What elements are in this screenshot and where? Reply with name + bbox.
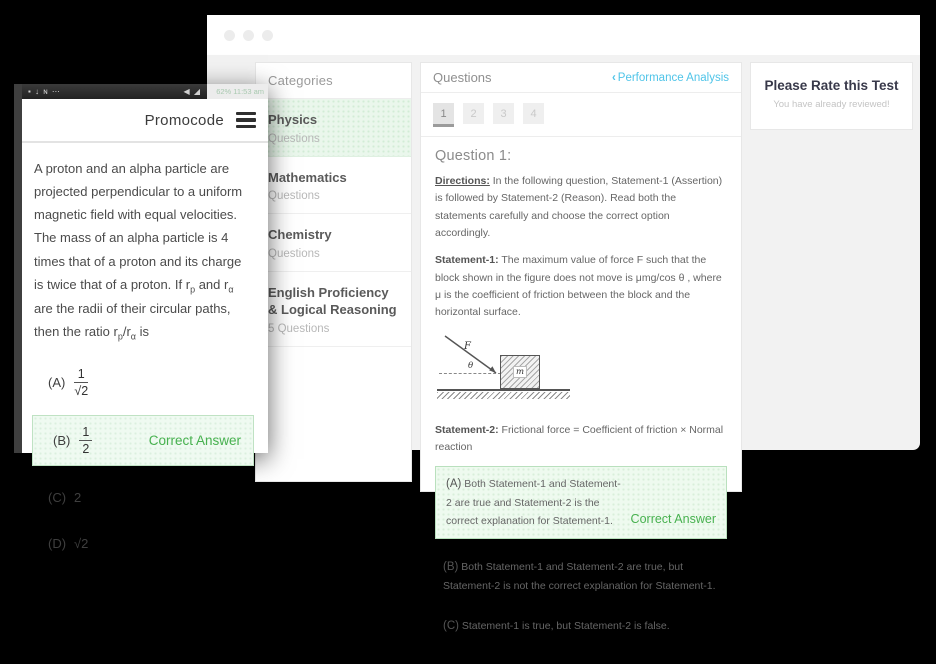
option-label: (B) [53, 433, 71, 449]
question-heading: Question 1: [435, 148, 512, 164]
option-value: √2 [74, 535, 89, 551]
option-value: 2 [74, 489, 82, 505]
questions-panel [420, 62, 742, 632]
fraction-value: $\frac{1}{√2}$ [74, 366, 89, 399]
window-control-dot[interactable] [224, 30, 235, 41]
chevron-left-icon: ‹ [611, 71, 616, 84]
browser-window [207, 15, 920, 632]
category-name: Physics [268, 112, 318, 127]
statement-2 [435, 422, 727, 457]
page-button-4[interactable]: 4 [523, 103, 544, 124]
category-item-chemistry[interactable] [256, 214, 411, 272]
category-name: Chemistry [268, 227, 332, 243]
performance-analysis-link[interactable] [612, 72, 729, 84]
status-bar-light-section [207, 84, 268, 99]
questions-header [421, 63, 741, 93]
phone-question-text: A proton and an alpha particle are projected perpendicular to a uniform magnetic field with equal velocities. The mass of an alpha particle is 4 times that of a proton and its charge is twice that of a proton. If $r_p$ and $r_\alpha$ are the radii of their circular paths, then the ratio $r_p/r_\alpha$ is [34, 161, 243, 342]
correct-answer-badge: Correct Answer [148, 433, 241, 449]
option-label: (D) [48, 535, 67, 551]
window-control-dot[interactable] [243, 30, 254, 41]
question-pagination [421, 93, 741, 137]
page-button-2[interactable]: 2 [463, 103, 484, 124]
category-count: Questions [268, 190, 320, 203]
phone-overlay [14, 84, 268, 551]
category-count: Questions [268, 247, 320, 260]
browser-titlebar [207, 15, 920, 55]
phone-option-d[interactable] [34, 528, 254, 558]
option-text: Statement-1 is true, but Statement-2 is false. [461, 619, 670, 632]
phone-options-list [34, 367, 254, 559]
ground-hatch [437, 392, 570, 399]
categories-panel [255, 62, 412, 482]
question-body [421, 137, 741, 664]
option-label: (B) [443, 561, 459, 574]
dashed-reference-line [439, 373, 501, 374]
mass-block [500, 355, 540, 389]
physics-figure [437, 332, 587, 412]
directions-text: In the following question, Statement-1 (Assertion) is followed by Statement-2 (Reason). Read both the statements carefully and choose the correct option accordingly. [435, 175, 723, 239]
rate-test-panel [750, 62, 913, 130]
option-text: Both Statement-1 and Statement-2 are true and Statement-2 is the correct explanation for Statement-1. [446, 478, 621, 527]
angle-label: θ [468, 360, 474, 371]
category-count: Questions [268, 132, 320, 145]
window-control-dot[interactable] [262, 30, 273, 41]
phone-option-b[interactable] [32, 415, 254, 467]
fraction-value: $\frac{1}{2}$ [79, 425, 92, 457]
questions-title: Questions [433, 70, 492, 85]
hamburger-menu-icon[interactable] [236, 109, 256, 132]
category-name: Mathematics [268, 169, 347, 185]
question-directions [435, 173, 727, 242]
statement-1-label: Statement-1: [435, 254, 499, 267]
option-label: (A) [446, 478, 462, 491]
promocode-title: Promocode [144, 111, 224, 129]
phone-option-c[interactable] [34, 482, 254, 512]
option-label: (C) [48, 489, 67, 505]
system-icons: ◀ ◢ [183, 87, 201, 96]
category-name: English Proficiency & Logical Reasoning [268, 284, 397, 318]
option-label: (C) [443, 619, 459, 632]
category-count: 5 Questions [268, 322, 330, 335]
phone-option-a[interactable] [34, 367, 254, 399]
category-item-mathematics[interactable] [256, 157, 411, 215]
performance-analysis-label: Performance Analysis [617, 71, 729, 84]
correct-answer-badge: Correct Answer [630, 512, 716, 527]
answer-option-c[interactable] [435, 613, 727, 641]
status-bar-dark-section [22, 84, 207, 99]
page-button-1[interactable]: 1 [433, 103, 454, 124]
browser-content [207, 55, 920, 632]
mass-label: m [513, 366, 527, 378]
page-button-3[interactable]: 3 [493, 103, 514, 124]
category-item-english-logical[interactable] [256, 272, 411, 347]
option-label: (A) [48, 375, 66, 391]
statement-1-text: The maximum value of force F such that the block shown in the figure does not move is μmg/cos θ , where μ is the coefficient of friction between the block and the horizontal surface. [435, 254, 722, 319]
directions-label: Directions: [435, 175, 490, 187]
answer-option-a[interactable] [435, 466, 727, 539]
ground-line [437, 389, 570, 391]
force-label: F [464, 340, 471, 352]
categories-title: Categories [256, 63, 411, 99]
phone-header [22, 99, 268, 143]
category-item-physics[interactable] [256, 99, 411, 157]
rate-test-title: Please Rate this Test [764, 78, 899, 93]
phone-status-bar [22, 84, 268, 99]
option-text: Both Statement-1 and Statement-2 are true, but Statement-2 is not the correct explanation for Statement-1. [443, 561, 716, 592]
notification-icons: ▪ ↓ ɴ ⋯ [28, 87, 61, 96]
statement-2-label: Statement-2: [435, 423, 499, 436]
answer-option-b[interactable] [435, 554, 727, 599]
phone-question-area [22, 143, 268, 558]
battery-time-text: 62% 11:53 am [216, 87, 264, 96]
rate-test-subtitle: You have already reviewed! [773, 99, 890, 110]
statement-2-text: Frictional force = Coefficient of friction × Normal reaction [435, 423, 724, 453]
statement-1 [435, 252, 727, 321]
